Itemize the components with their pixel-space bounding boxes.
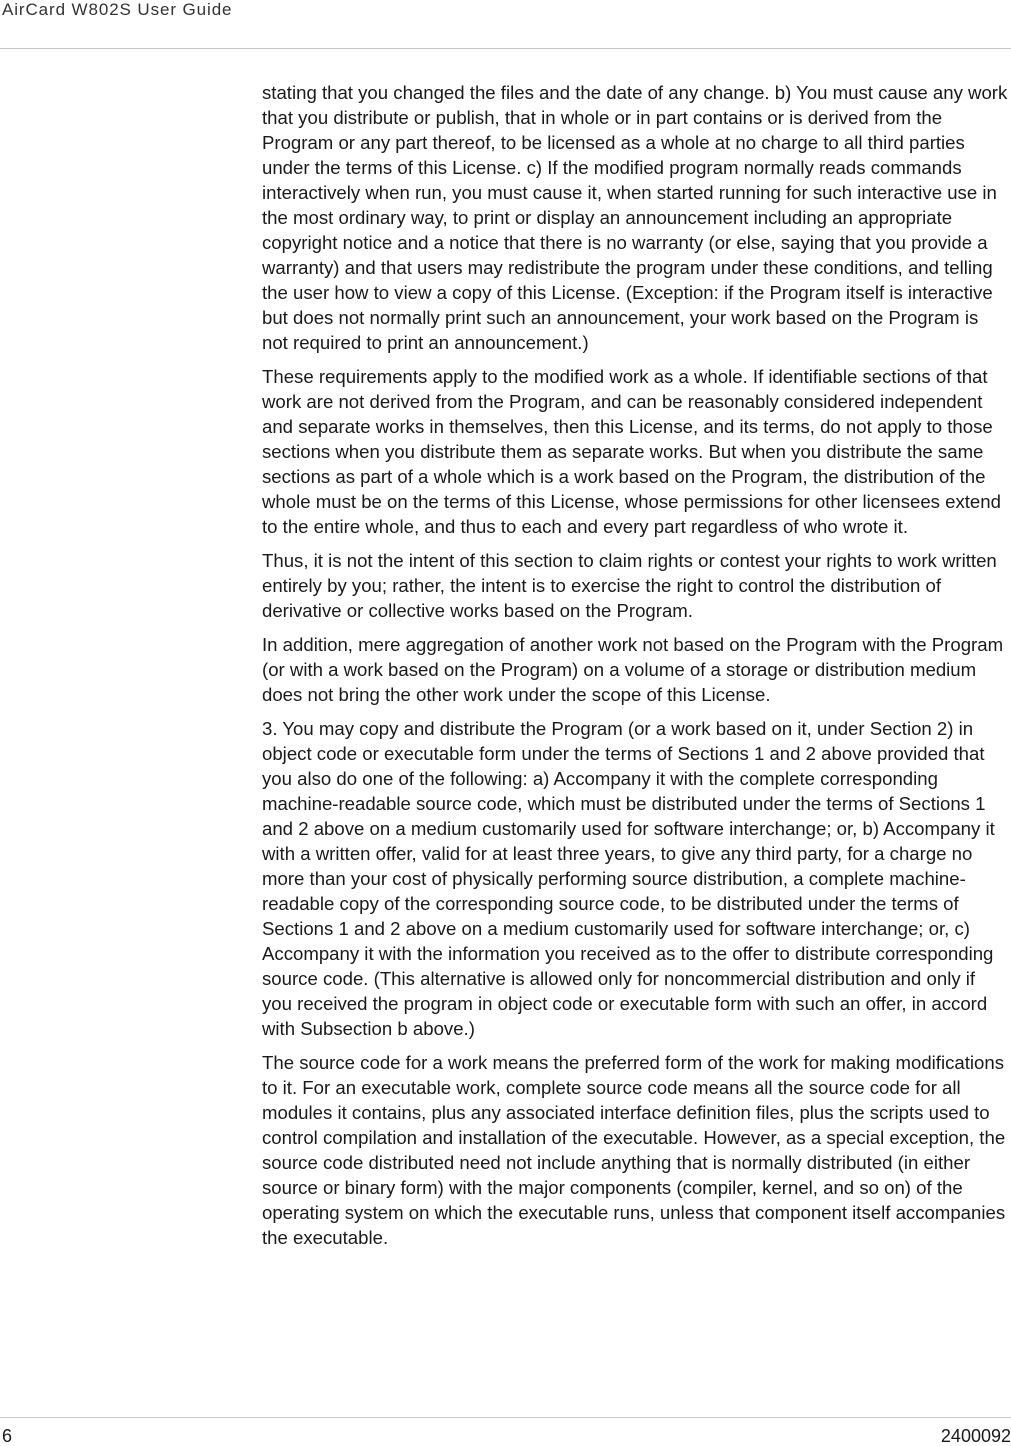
paragraph: The source code for a work means the preferred form of the work for making modifications to it. For an executable work, complete source code means all the source code for all modules it contains, plus any associated interface definition files, plus the scripts used to control compilation and installation of the executable. However, as a special exception, the source code distributed need not include anything that is normally distributed (in either source or binary form) with the major components (compiler, kernel, and so on) of the operating system on which the executable runs, unless that component itself accompanies the executable. [262,1052,1006,1248]
paragraph: In addition, mere aggregation of another work not based on the Program with the Program (or with a work based on the Program) on a volume of a storage or distribution medium does not bring the other work under the scope of this License. [262,634,1004,705]
document-number: 2400092 [940,1426,1011,1446]
page-header [0,0,1011,49]
paragraph: These requirements apply to the modified work as a whole. If identifiable sections of that work are not derived from the Program, and can be reasonably considered independent and separate works in themselves, then this License, and its terms, do not apply to those sections when you distribute them as separate works. But when you distribute the same sections as part of a whole which is a work based on the Program, the distribution of the whole must be on the terms of this License, whose permissions for other licensees extend to the entire whole, and thus to each and every part regardless of who wrote it. [262,366,1001,537]
page-number: 6 [2,1426,13,1446]
body-text [262,80,1008,1259]
document-title: AirCard W802S User Guide [2,0,233,19]
paragraph: Thus, it is not the intent of this section to claim rights or contest your rights to work written entirely by you; rather, the intent is to exercise the right to control the distribution of derivative or collective works based on the Program. [262,550,997,621]
paragraph: stating that you changed the files and the date of any change. b) You must cause any work that you distribute or publish, that in whole or in part contains or is derived from the Program or any part thereof, to be licensed as a whole at no charge to all third parties under the terms of this License. c) If the modified program normally reads commands interactively when run, you must cause it, when started running for such interactive use in the most ordinary way, to print or display an announcement including an appropriate copyright notice and a notice that there is no warranty (or else, saying that you provide a warranty) and that users may redistribute the program under these conditions, and telling the user how to view a copy of this License. (Exception: if the Program itself is interactive but does not normally print such an announcement, your work based on the Program is not required to print an announcement.) [262,82,1008,353]
page-footer [0,1417,1011,1446]
paragraph: 3. You may copy and distribute the Program (or a work based on it, under Section 2) in object code or executable form under the terms of Sections 1 and 2 above provided that you also do one of the following: a) Accompany it with the complete corresponding machine-readable source code, which must be distributed under the terms of Sections 1 and 2 above on a medium customarily used for software interchange; or, b) Accompany it with a written offer, valid for at least three years, to give any third party, for a charge no more than your cost of physically performing source distribution, a complete machine-readable copy of the corresponding source code, to be distributed under the terms of Sections 1 and 2 above on a medium customarily used for software interchange; or, c) Accompany it with the information you received as to the offer to distribute corresponding source code. (This alternative is allowed only for noncommercial distribution and only if you received the program in object code or executable form with such an offer, in accord with Subsection b above.) [262,718,995,1039]
